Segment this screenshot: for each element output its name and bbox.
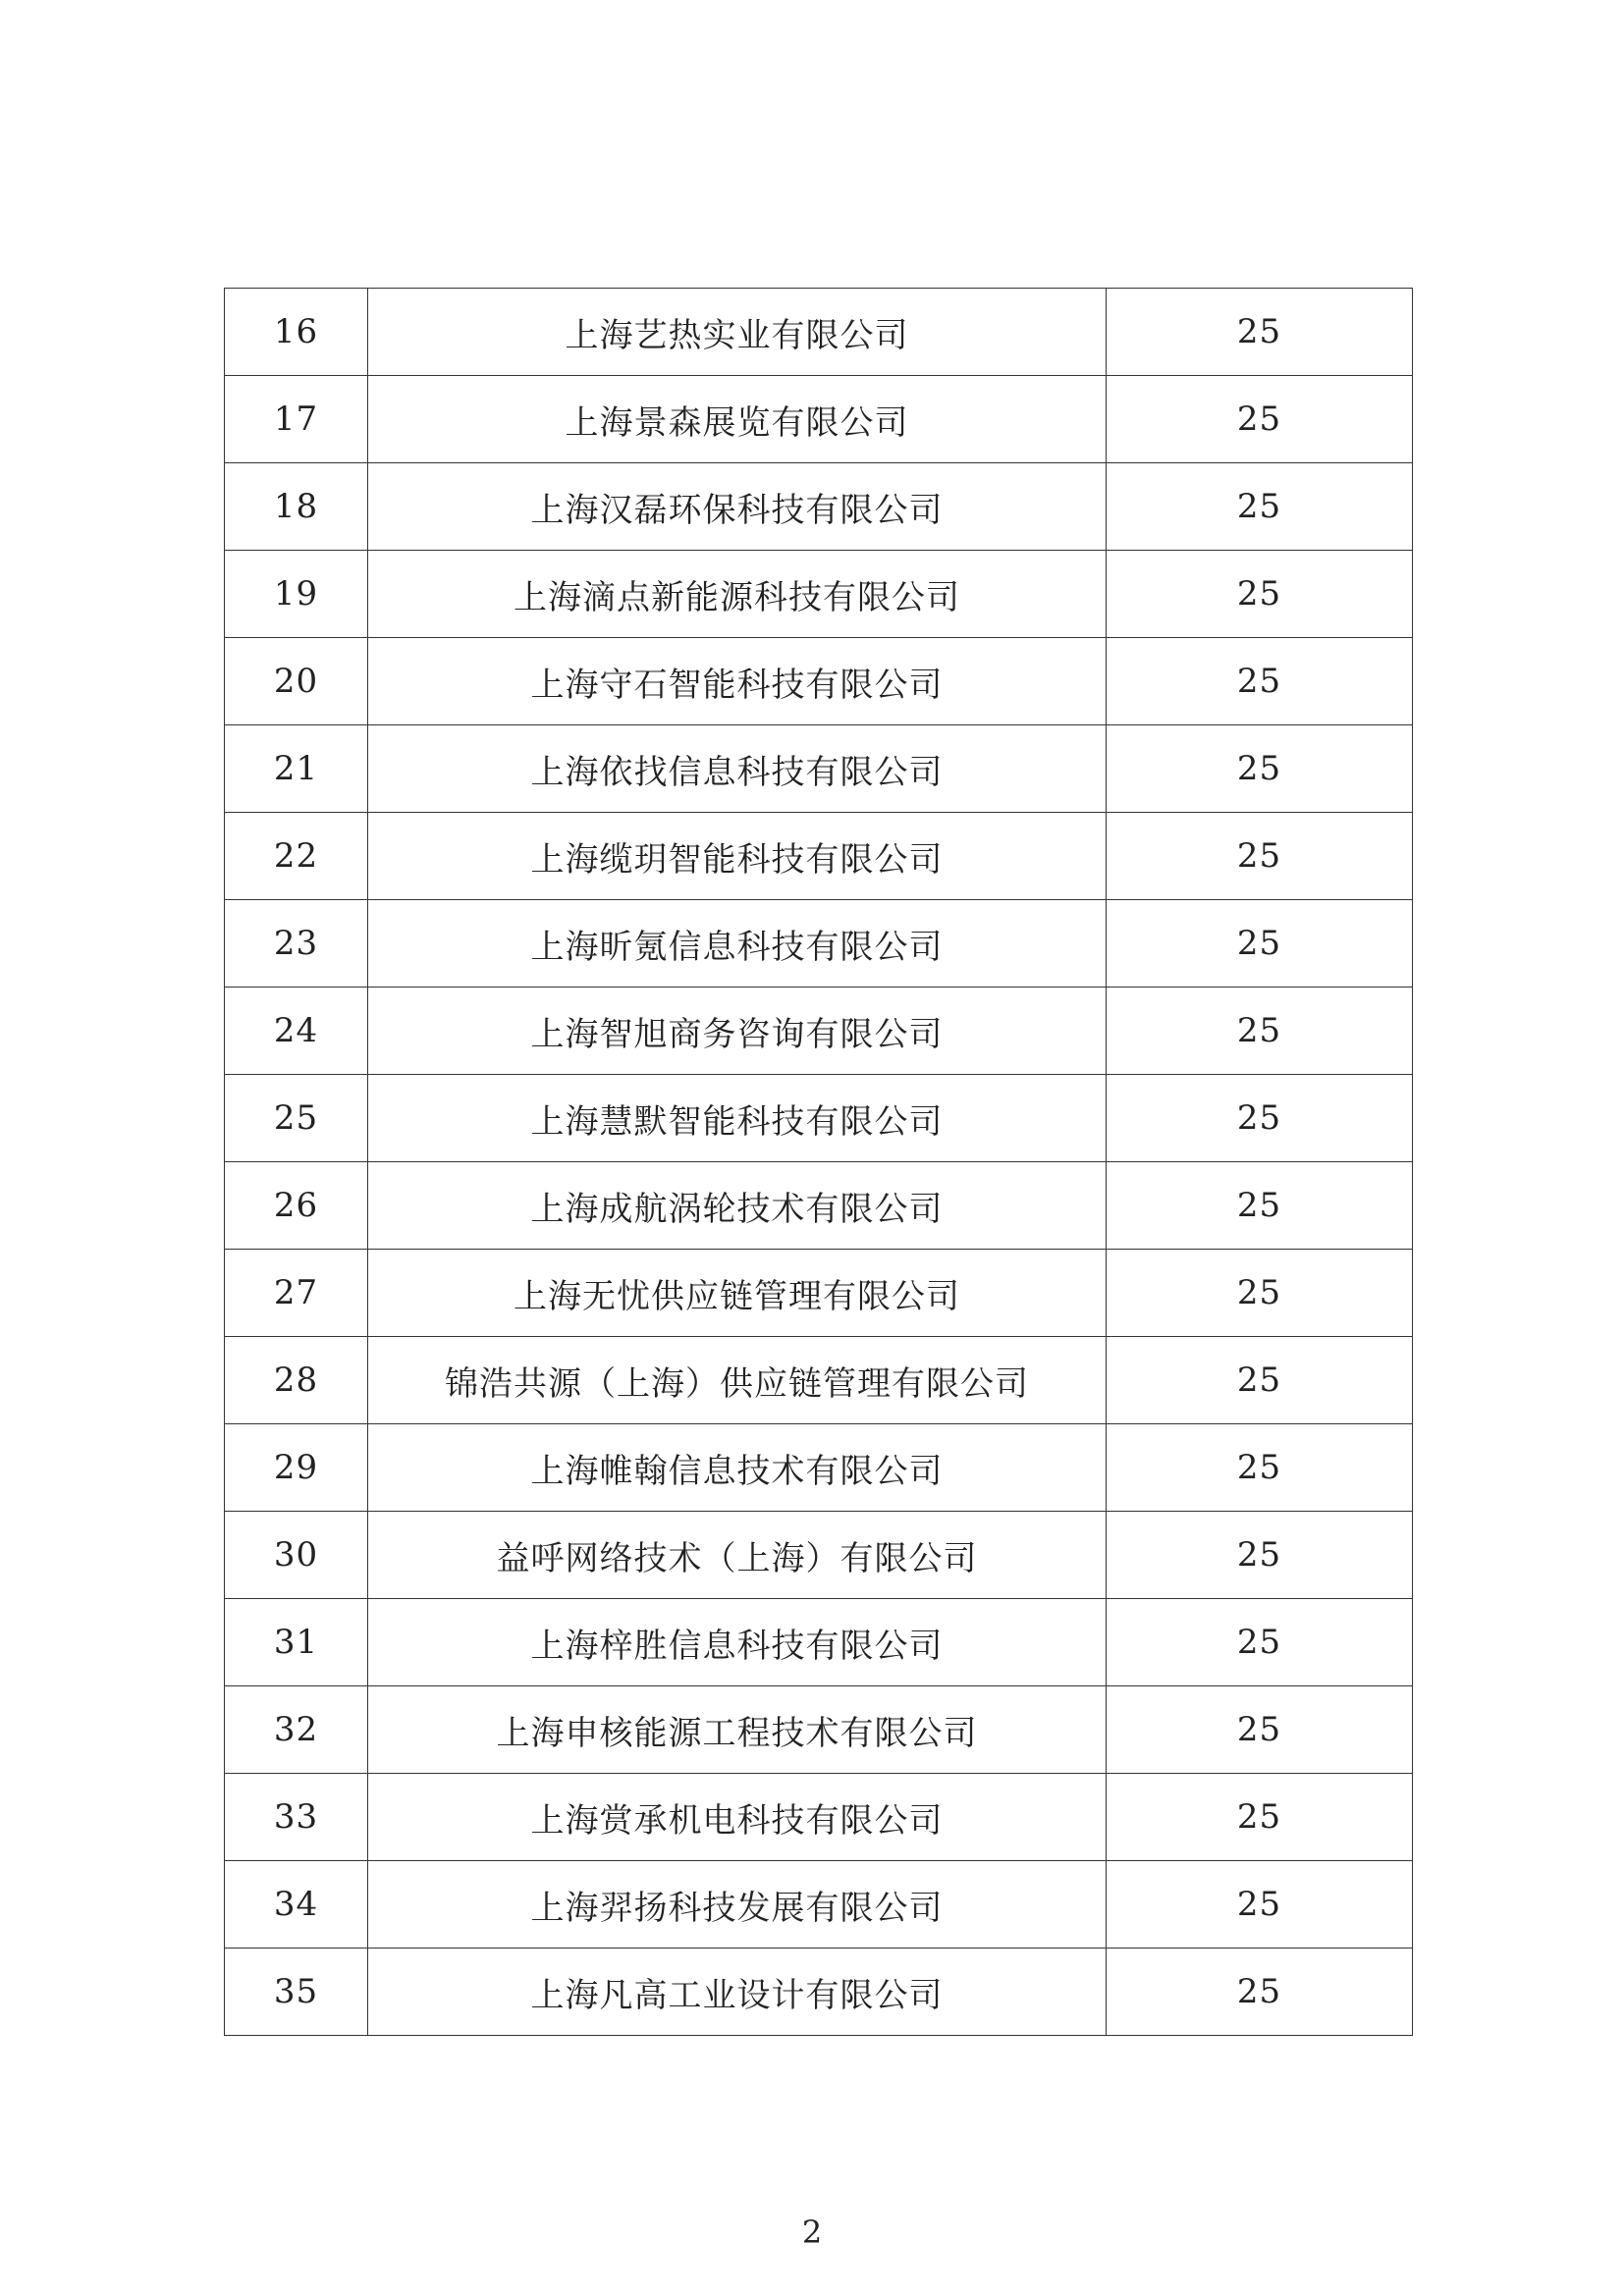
row-number-cell: 23 (225, 900, 368, 988)
table-row (225, 1424, 1413, 1512)
company-table (224, 288, 1413, 2036)
company-name-cell: 上海无忧供应链管理有限公司 (368, 1250, 1107, 1337)
row-number-cell: 32 (225, 1686, 368, 1774)
page-number: 2 (801, 2214, 823, 2251)
row-number-cell: 21 (225, 725, 368, 813)
row-number-cell: 19 (225, 551, 368, 638)
row-number-cell: 22 (225, 813, 368, 900)
score-cell: 25 (1107, 1774, 1413, 1861)
company-name-cell: 上海昕氪信息科技有限公司 (368, 900, 1107, 988)
score-cell: 25 (1107, 1686, 1413, 1774)
score-cell: 25 (1107, 988, 1413, 1075)
table-row (225, 900, 1413, 988)
company-name-cell: 上海智旭商务咨询有限公司 (368, 988, 1107, 1075)
table-row (225, 1075, 1413, 1162)
table-row (225, 1512, 1413, 1599)
row-number-cell: 28 (225, 1337, 368, 1424)
row-number-cell: 16 (225, 289, 368, 376)
score-cell: 25 (1107, 725, 1413, 813)
table-row (225, 463, 1413, 551)
score-cell: 25 (1107, 551, 1413, 638)
company-name-cell: 益呼网络技术（上海）有限公司 (368, 1512, 1107, 1599)
score-cell: 25 (1107, 638, 1413, 725)
table-row (225, 1949, 1413, 2036)
table-row (225, 1250, 1413, 1337)
score-cell: 25 (1107, 1162, 1413, 1250)
row-number-cell: 25 (225, 1075, 368, 1162)
table-row (225, 289, 1413, 376)
score-cell: 25 (1107, 1861, 1413, 1949)
company-name-cell: 上海艺热实业有限公司 (368, 289, 1107, 376)
company-name-cell: 上海滴点新能源科技有限公司 (368, 551, 1107, 638)
score-cell: 25 (1107, 900, 1413, 988)
row-number-cell: 26 (225, 1162, 368, 1250)
company-name-cell: 上海申核能源工程技术有限公司 (368, 1686, 1107, 1774)
table-row (225, 551, 1413, 638)
row-number-cell: 35 (225, 1949, 368, 2036)
company-name-cell: 上海帷翰信息技术有限公司 (368, 1424, 1107, 1512)
table-row (225, 638, 1413, 725)
table-row (225, 813, 1413, 900)
row-number-cell: 17 (225, 376, 368, 463)
score-cell: 25 (1107, 1949, 1413, 2036)
company-name-cell: 上海守石智能科技有限公司 (368, 638, 1107, 725)
row-number-cell: 30 (225, 1512, 368, 1599)
row-number-cell: 33 (225, 1774, 368, 1861)
table-row (225, 988, 1413, 1075)
row-number-cell: 20 (225, 638, 368, 725)
company-name-cell: 上海赏承机电科技有限公司 (368, 1774, 1107, 1861)
row-number-cell: 18 (225, 463, 368, 551)
company-name-cell: 上海梓胜信息科技有限公司 (368, 1599, 1107, 1686)
score-cell: 25 (1107, 289, 1413, 376)
row-number-cell: 31 (225, 1599, 368, 1686)
row-number-cell: 29 (225, 1424, 368, 1512)
score-cell: 25 (1107, 1512, 1413, 1599)
company-name-cell: 上海凡高工业设计有限公司 (368, 1949, 1107, 2036)
score-cell: 25 (1107, 1599, 1413, 1686)
row-number-cell: 34 (225, 1861, 368, 1949)
company-name-cell: 上海依找信息科技有限公司 (368, 725, 1107, 813)
table-body (225, 289, 1413, 2036)
table-row (225, 1861, 1413, 1949)
row-number-cell: 24 (225, 988, 368, 1075)
score-cell: 25 (1107, 1075, 1413, 1162)
company-name-cell: 上海慧默智能科技有限公司 (368, 1075, 1107, 1162)
score-cell: 25 (1107, 1250, 1413, 1337)
table-row (225, 1774, 1413, 1861)
table-row (225, 1599, 1413, 1686)
company-name-cell: 上海缆玥智能科技有限公司 (368, 813, 1107, 900)
company-name-cell: 锦浩共源（上海）供应链管理有限公司 (368, 1337, 1107, 1424)
score-cell: 25 (1107, 813, 1413, 900)
company-name-cell: 上海汉磊环保科技有限公司 (368, 463, 1107, 551)
score-cell: 25 (1107, 1424, 1413, 1512)
table-row (225, 1686, 1413, 1774)
table-row (225, 1162, 1413, 1250)
row-number-cell: 27 (225, 1250, 368, 1337)
score-cell: 25 (1107, 376, 1413, 463)
company-name-cell: 上海景森展览有限公司 (368, 376, 1107, 463)
table-row (225, 1337, 1413, 1424)
score-cell: 25 (1107, 463, 1413, 551)
score-cell: 25 (1107, 1337, 1413, 1424)
company-name-cell: 上海成航涡轮技术有限公司 (368, 1162, 1107, 1250)
company-name-cell: 上海羿扬科技发展有限公司 (368, 1861, 1107, 1949)
table-row (225, 725, 1413, 813)
table-row (225, 376, 1413, 463)
